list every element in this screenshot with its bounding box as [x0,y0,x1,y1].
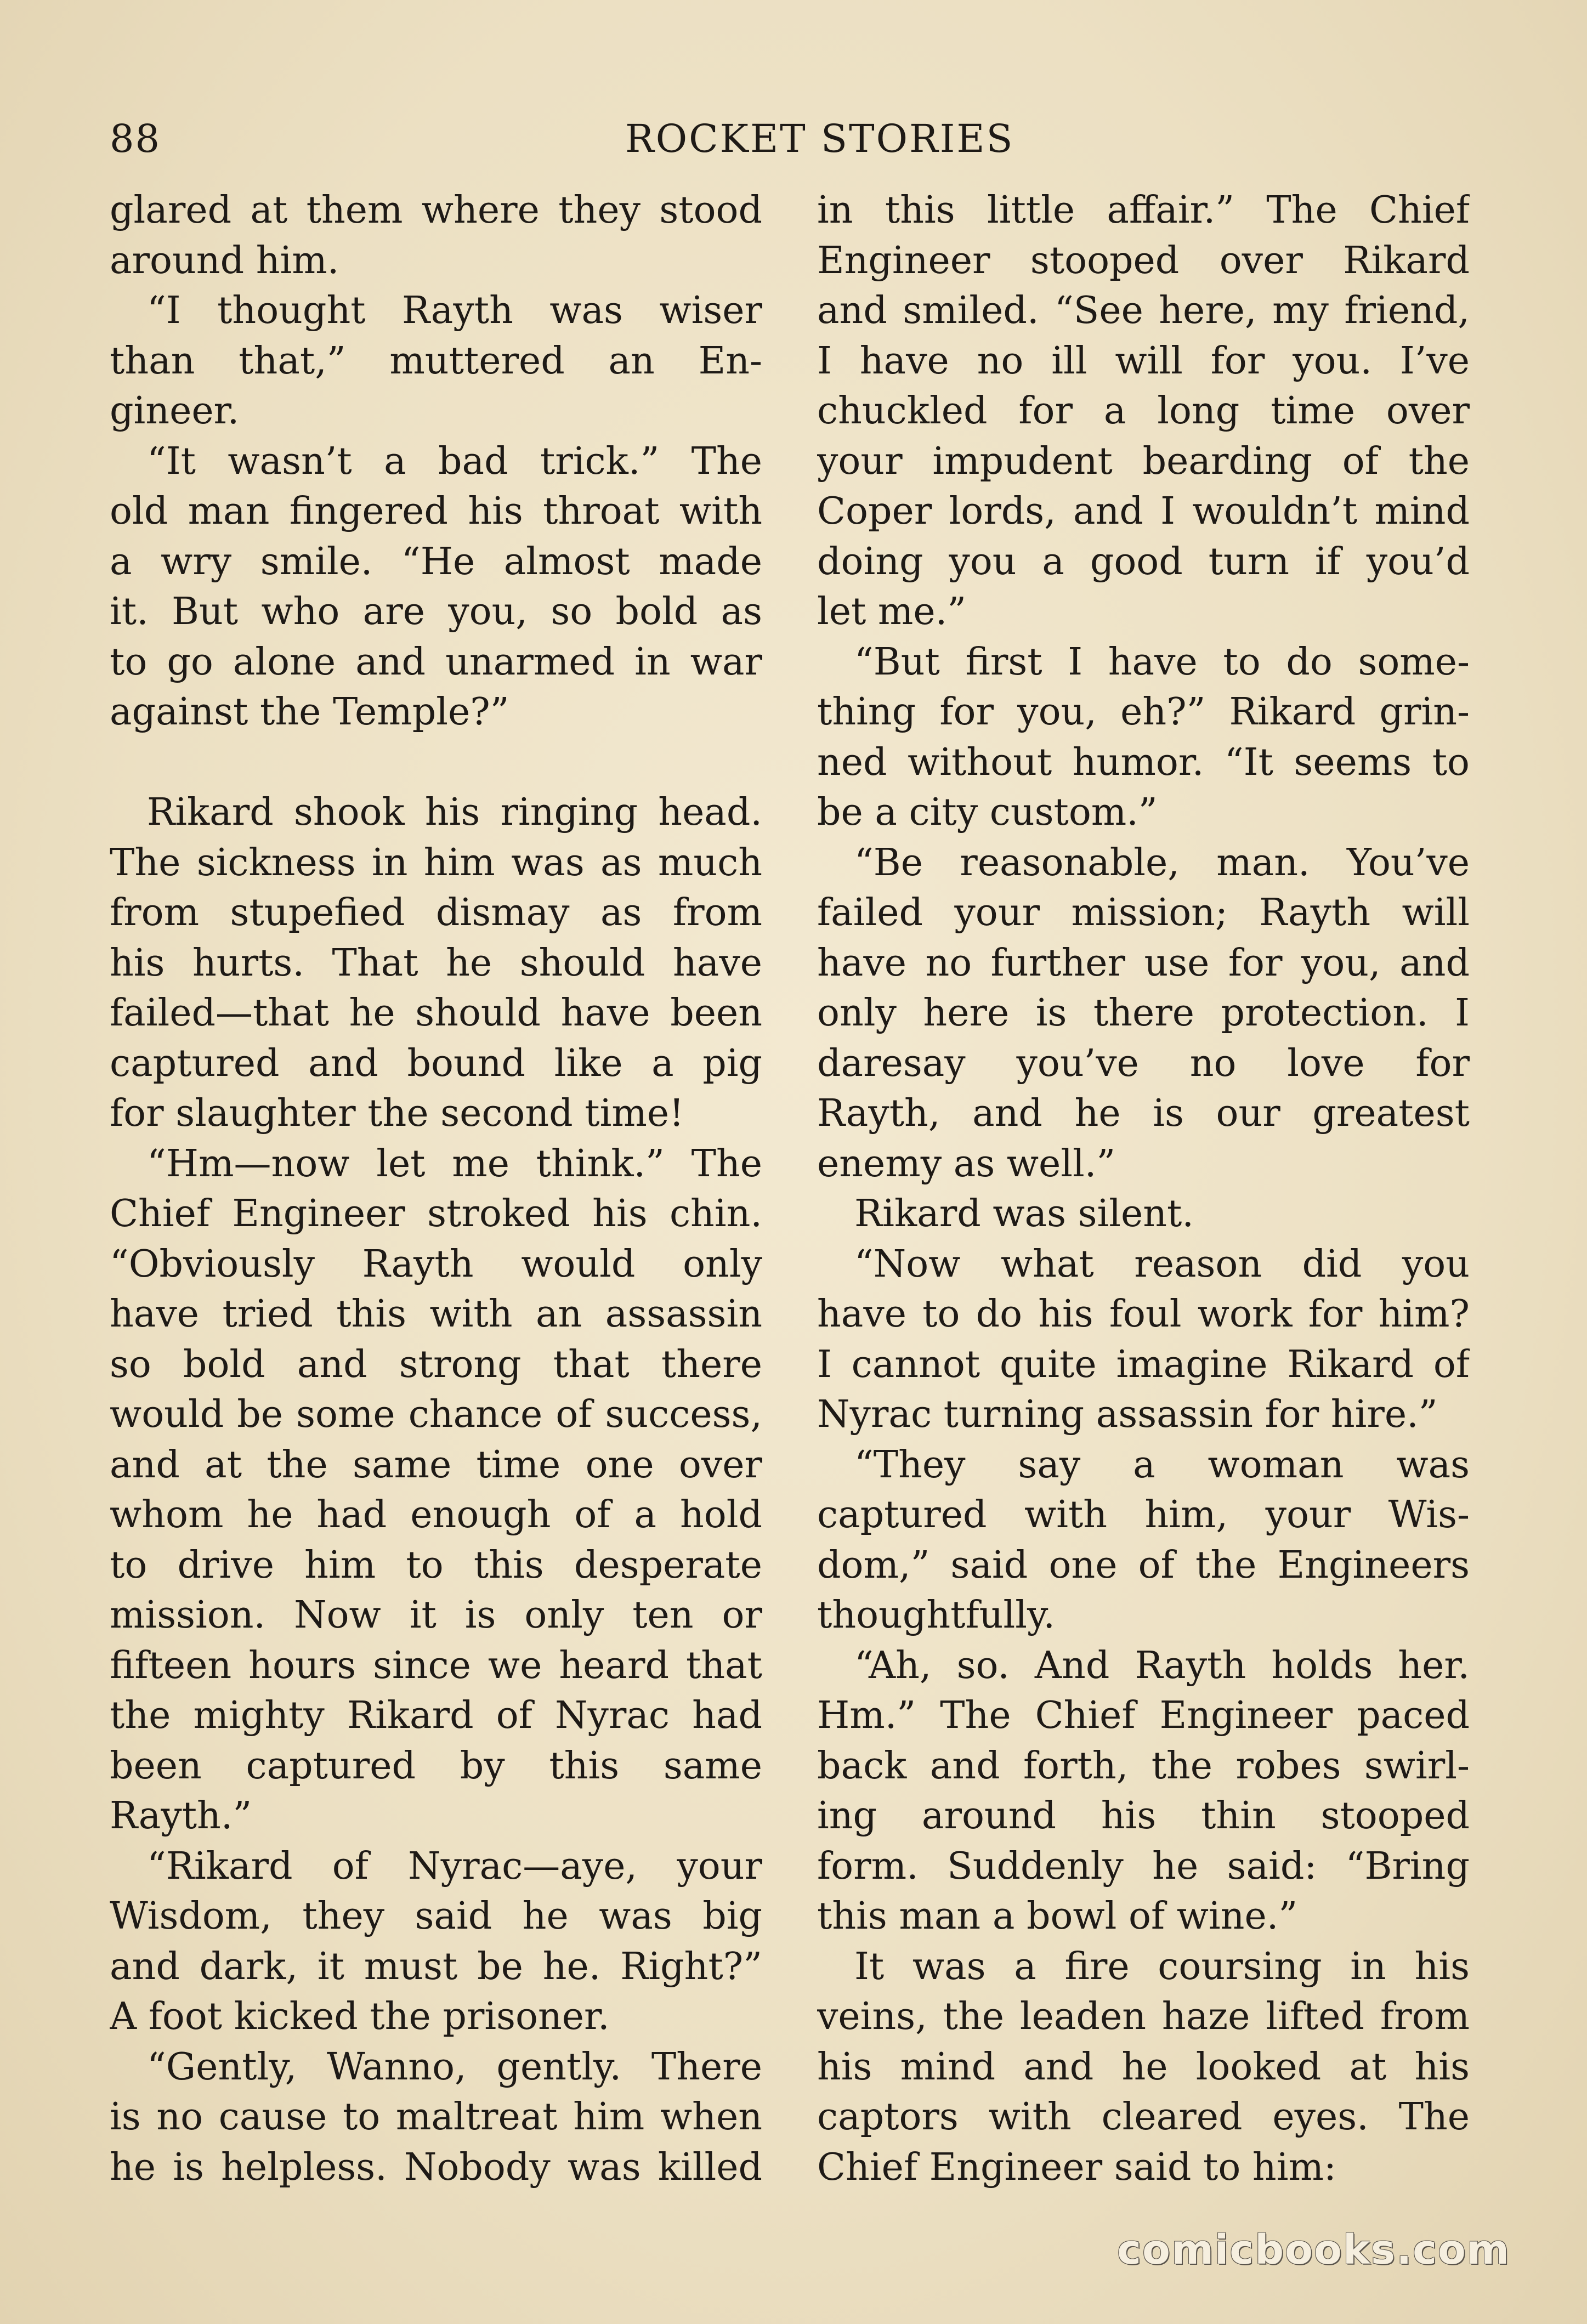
text-line: ned without humor. “It seems to [817,740,1470,784]
text-line: is no cause to maltreat him when [110,2095,762,2139]
text-line: it. But who are you, so bold as [110,590,762,633]
text-line: have tried this with an assassin [110,1293,762,1336]
text-line: the mighty Rikard of Nyrac had [110,1694,762,1737]
text-line: to go alone and unarmed in war [110,640,762,684]
running-title: ROCKET STORIES [625,116,1014,161]
text-line: would be some chance of success, [110,1393,762,1436]
text-line: so bold and strong that there [110,1342,762,1386]
text-line: a wry smile. “He almost made [110,540,762,583]
text-line: back and forth, the robes swirl- [817,1744,1470,1788]
text-line: from stupefied dismay as from [110,891,762,934]
text-line: It was a fire coursing in his [854,1945,1470,1988]
text-line: have no further use for you, and [817,941,1470,985]
text-line: “They say a woman was [854,1443,1470,1487]
text-line: to drive him to this desperate [110,1543,762,1587]
text-line: “Now what reason did you [854,1242,1470,1286]
text-line: and at the same time one over [110,1443,762,1487]
text-line: “But first I have to do some- [854,640,1470,684]
text-line: in this little affair.” The Chief [817,189,1470,232]
text-line: be a city custom.” [817,791,1158,834]
text-line: gineer. [110,389,240,433]
text-line: Wisdom, they said he was big [110,1895,762,1938]
text-line: “It wasn’t a bad trick.” The [147,439,762,483]
text-line: “I thought Rayth was wiser [147,289,762,332]
text-line: “Be reasonable, man. You’ve [854,841,1470,885]
page-number: 88 [110,116,161,161]
right-text-column [817,185,1470,2192]
text-line: failed—that he should have been [110,991,762,1035]
text-line: Rikard was silent. [854,1192,1194,1235]
text-line: glared at them where they stood [110,189,762,232]
text-line: doing you a good turn if you’d [817,540,1470,583]
text-line: captors with cleared eyes. The [817,2095,1470,2139]
text-line [110,738,762,788]
site-watermark: comicbooks.com [1117,2226,1510,2274]
text-line: “Gently, Wanno, gently. There [147,2045,762,2089]
text-line: veins, the leaden haze lifted from [817,1995,1470,2038]
text-line: and dark, it must be he. Right?” [110,1945,762,1988]
text-line: Hm.” The Chief Engineer paced [817,1694,1470,1737]
text-line: mission. Now it is only ten or [110,1594,762,1637]
text-line: than that,” muttered an En- [110,339,762,383]
text-line: this man a bowl of wine.” [817,1895,1298,1938]
text-line: your impudent bearding of the [817,439,1470,483]
text-line: form. Suddenly he said: “Bring [817,1844,1470,1888]
text-line: whom he had enough of a hold [110,1493,762,1537]
text-line: let me.” [817,590,967,633]
text-line: captured and bound like a pig [110,1041,762,1085]
page-header [110,116,1477,177]
text-line: Chief Engineer said to him: [817,2145,1336,2189]
text-line: thing for you, eh?” Rikard grin- [817,690,1470,734]
text-line: A foot kicked the prisoner. [110,1995,610,2038]
text-line: Rayth.” [110,1794,252,1838]
text-line: he is helpless. Nobody was killed [110,2145,762,2189]
left-text-column [110,185,762,2192]
text-line: fifteen hours since we heard that [110,1643,762,1687]
text-line: around him. [110,239,339,282]
text-line: “Obviously Rayth would only [110,1242,762,1286]
text-line: Rayth, and he is our greatest [817,1092,1470,1135]
text-line: have to do his foul work for him? [817,1293,1470,1336]
text-line: old man fingered his throat with [110,490,762,533]
text-line: and smiled. “See here, my friend, [817,289,1470,332]
text-line: chuckled for a long time over [817,389,1470,433]
text-line: thoughtfully. [817,1594,1055,1637]
text-line: for slaughter the second time! [110,1092,684,1135]
text-line: been captured by this same [110,1744,762,1788]
text-line: “Ah, so. And Rayth holds her. [854,1643,1470,1687]
text-line: enemy as well.” [817,1142,1116,1186]
text-line: Rikard shook his ringing head. [147,791,762,834]
text-line: Chief Engineer stroked his chin. [110,1192,762,1235]
text-line: I cannot quite imagine Rikard of [817,1342,1470,1386]
text-line: Coper lords, and I wouldn’t mind [817,490,1470,533]
text-line: “Rikard of Nyrac—aye, your [147,1844,762,1888]
text-line: daresay you’ve no love for [817,1041,1470,1085]
text-line: his mind and he looked at his [817,2045,1470,2089]
text-line: The sickness in him was as much [110,841,762,885]
text-line: ing around his thin stooped [817,1794,1470,1838]
text-line: Engineer stooped over Rikard [817,239,1470,282]
text-line: “Hm—now let me think.” The [147,1142,762,1186]
text-line: I have no ill will for you. I’ve [817,339,1470,383]
text-line: his hurts. That he should have [110,941,762,985]
text-line: Nyrac turning assassin for hire.” [817,1393,1438,1436]
text-line: failed your mission; Rayth will [817,891,1470,934]
text-line: captured with him, your Wis- [817,1493,1470,1537]
text-line: against the Temple?” [110,690,509,734]
text-line: dom,” said one of the Engineers [817,1543,1470,1587]
text-line: only here is there protection. I [817,991,1470,1035]
